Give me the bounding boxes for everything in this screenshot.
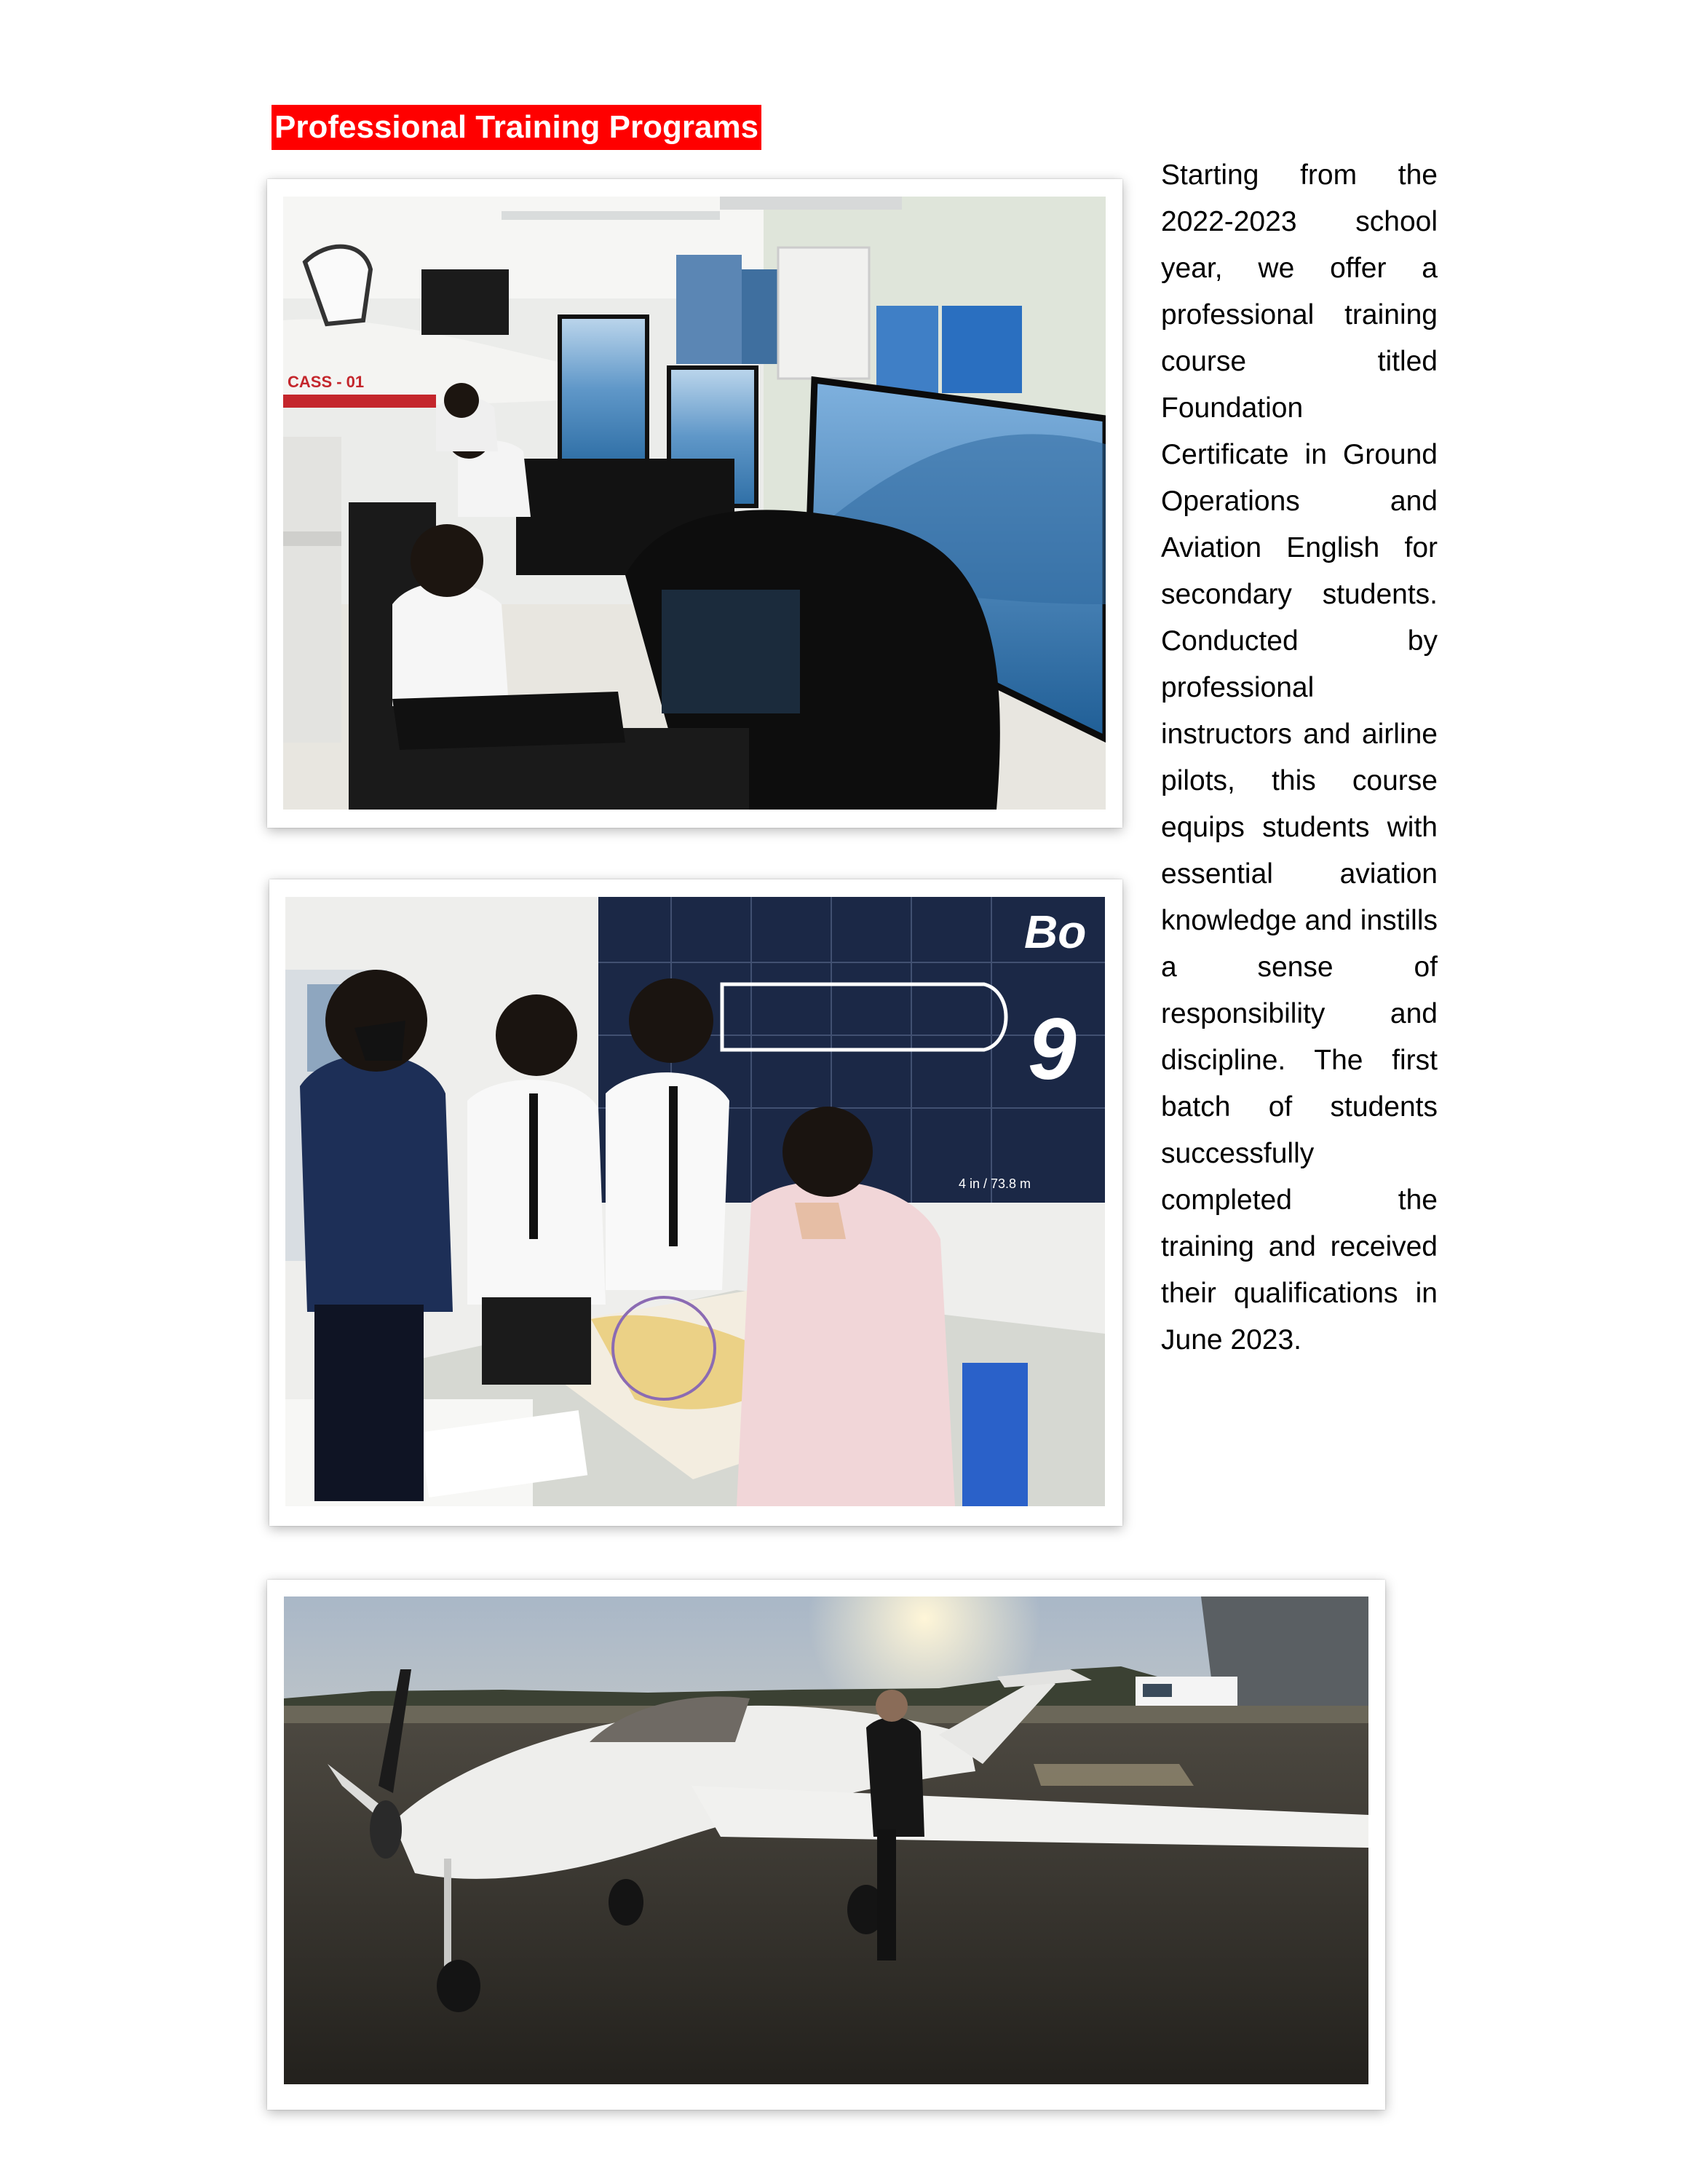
chart-planning-image	[285, 897, 1105, 1506]
simulator-room-image	[283, 197, 1106, 810]
wall-numeral: 9	[1028, 1000, 1077, 1098]
aircraft-apron-image	[284, 1597, 1368, 2084]
aircraft-mark: CASS - 01	[288, 373, 365, 391]
aircraft-apron-photo	[267, 1580, 1385, 2110]
wall-measure: 4 in / 73.8 m	[959, 1176, 1031, 1191]
intro-paragraph: Starting from the 2022-2023 school year, we offer a professional training course titled Foundation Certificate in Ground Operations and Aviation English for secondary students. Conducted by professional instructors and airline pilots, this course equips students with essential aviation knowledge and instills a sense of responsibility and discipline. The first batch of students successfully completed the training and received their qualifications in June 2023.	[1161, 159, 1438, 1356]
page-title: Professional Training Programs	[272, 105, 761, 150]
simulator-room-photo	[267, 179, 1122, 828]
chart-planning-photo	[269, 879, 1122, 1526]
wall-lettering: Bo	[1024, 906, 1087, 958]
